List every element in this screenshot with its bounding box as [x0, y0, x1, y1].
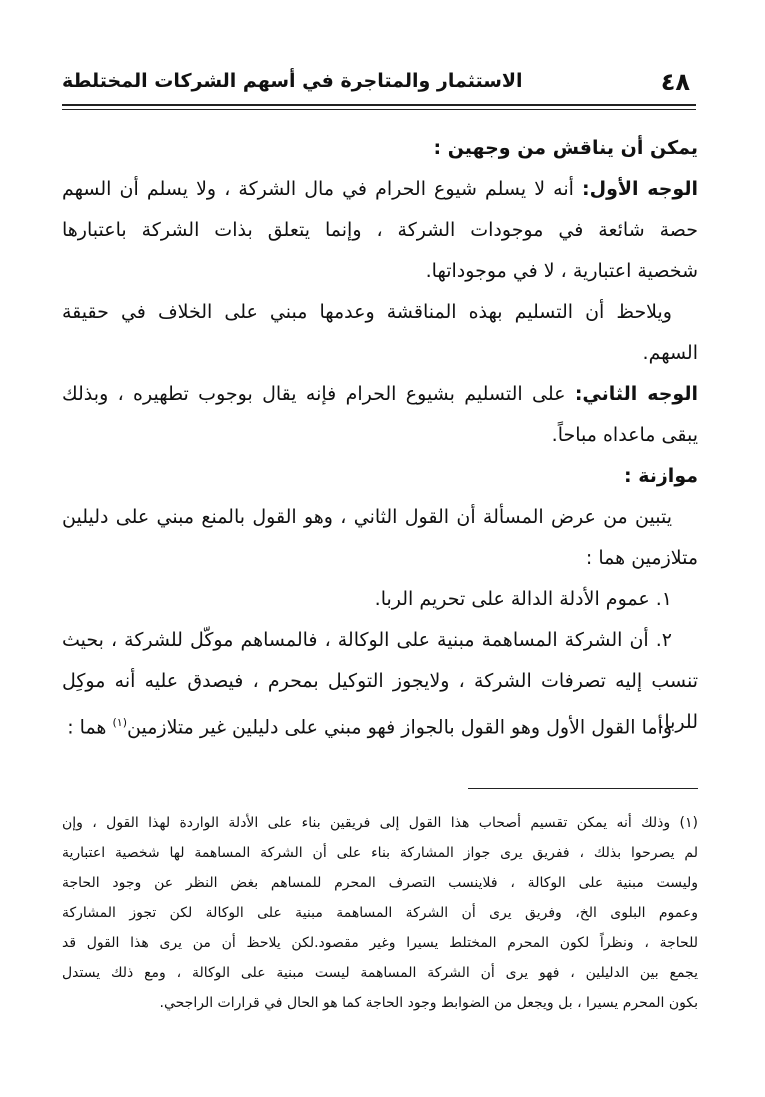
- first-aspect-label: الوجه الأول:: [582, 178, 698, 200]
- body-text: [62, 128, 698, 743]
- footnote-line: يجمع بين الدليلين ، فهو يرى أن الشركة المساهمة ليست مبنية على الوكالة ، ومع ذلك يستدل: [62, 965, 698, 981]
- paragraph-line: السهم.: [642, 342, 698, 364]
- paragraph-line: ويلاحظ أن التسليم بهذه المناقشة وعدمها مبني على الخلاف في حقيقة: [62, 301, 672, 323]
- header-rule: [62, 104, 696, 106]
- paragraph-line: حصة شائعة في موجودات الشركة ، وإنما يتعلق بذات الشركة باعتبارها: [62, 219, 698, 241]
- footnote-line: (١) وذلك أنه يمكن تقسيم أصحاب هذا القول إلى فريقين بناء على الأدلة الواردة لهذا القول ، وإن: [62, 815, 698, 831]
- footnote-divider: [468, 788, 698, 789]
- page-header: [62, 68, 696, 102]
- paragraph-text-end: هما :: [67, 716, 113, 739]
- heading-comparison: موازنة :: [624, 465, 698, 487]
- heading-two-aspects: يمكن أن يناقش من وجهين :: [433, 137, 698, 159]
- list-item: ٢. أن الشركة المساهمة مبنية على الوكالة ، فالمساهم موكّل للشركة ، بحيث: [62, 629, 672, 651]
- paragraph-line: متلازمين هما :: [585, 547, 698, 569]
- paragraph-second-aspect-line: [62, 374, 698, 415]
- paragraph-line: [62, 702, 698, 743]
- paragraph-line: شخصية اعتبارية ، لا في موجوداتها.: [425, 260, 698, 282]
- list-item: ١. عموم الأدلة الدالة على تحريم الربا.: [374, 588, 672, 610]
- first-aspect-text: أنه لا يسلم شيوع الحرام في مال الشركة ، ولا يسلم أن السهم: [62, 178, 582, 200]
- paragraph-line: يتبين من عرض المسألة أن القول الثاني ، وهو القول بالمنع مبني على دليلين: [62, 506, 672, 528]
- footnote-line: بكون المحرم يسيرا ، بل ويجعل من الضوابط وجود الحاجة كما هو الحال في قرارات الراجحي.: [159, 995, 698, 1011]
- paragraph-text: وأما القول الأول وهو القول بالجواز فهو مبني على دليلين غير متلازمين: [127, 716, 672, 739]
- footnote-line: للحاجة ، ونظراً لكون المحرم المختلط يسيرا وغير مقصود.لكن يلاحظ أن من يرى هذا القول قد: [62, 935, 698, 951]
- footnote-line: وليست مبنية على الوكالة ، فلاينسب التصرف المحرم للمساهم بغض النظر عن وجود الحاجة: [62, 875, 698, 891]
- list-item-continuation: تنسب إليه تصرفات الشركة ، ولايجوز التوكيل بمحرم ، فيصدق عليه أنه موكِل للربا.: [62, 670, 698, 733]
- paragraph-line: يبقى ماعداه مباحاً.: [551, 424, 698, 446]
- page-number: ٤٨: [660, 68, 690, 96]
- footnote-line: وعموم البلوى الخ، وفريق يرى أن الشركة المساهمة مبنية على الوكالة لكن تجوز المشاركة: [62, 905, 698, 921]
- footnote: [62, 808, 698, 1018]
- footnote-line: لم يصرحوا بذلك ، ففريق يرى جواز المشاركة بناء على أن الشركة المساهمة لها شخصية اعتبارية: [62, 845, 698, 861]
- header-rule-thin: [62, 109, 696, 110]
- paragraph-first-aspect-line: [62, 169, 698, 210]
- second-aspect-label: الوجه الثاني:: [574, 383, 698, 405]
- second-aspect-text: على التسليم بشيوع الحرام فإنه يقال بوجوب تطهيره ، وبذلك: [62, 383, 575, 405]
- running-title: الاستثمار والمتاجرة في أسهم الشركات المختلطة: [62, 70, 523, 92]
- footnote-ref: (١): [112, 716, 128, 729]
